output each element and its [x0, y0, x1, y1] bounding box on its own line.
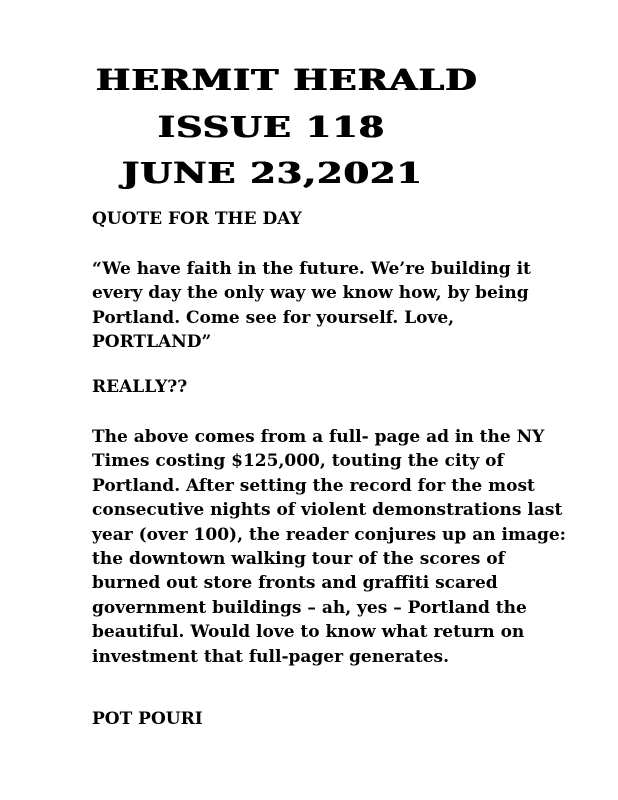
masthead-issue: ISSUE 118	[158, 110, 386, 144]
really-heading: REALLY??	[92, 377, 188, 397]
article-text: The above comes from a full- page ad in the NY Times costing $125,000, touting the city of Portland. After setting the record for the most consecutive nights of violent demonstrations last year (over 100), the reader conjures up an image: the downtown walking tour of the scores of burned out store fronts and graffiti scared government buildings – ah, yes – Portland the beautiful. Would love to know what return on investment that full-pager generates.	[92, 427, 566, 667]
potpouri-heading: POT POURI	[92, 709, 203, 729]
quote-heading: QUOTE FOR THE DAY	[92, 209, 302, 229]
masthead-date: JUNE 23,2021	[122, 156, 424, 190]
masthead-title: HERMIT HERALD	[96, 63, 478, 97]
quote-text: “We have faith in the future. We’re building it every day the only way we know how, by being Portland. Come see for yourself. Love, PORTLAND”	[92, 259, 531, 353]
